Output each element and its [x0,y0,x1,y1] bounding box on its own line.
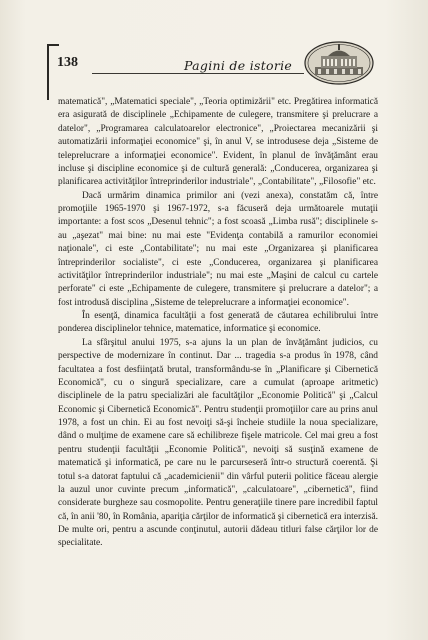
body-text [58,96,378,551]
header-rule [92,73,304,74]
paragraph-2: Dacă urmărim dinamica primilor ani (vezi anexa), constatăm că, între promoţiile 1965-1970 şi 1967-1972, s-a făcuseră deja următoarele mutaţii importante: a fost scos „Desenul tehnic"; a fost scoasă „Limba rusă"; disciplinele s-au „aşezat" mai bine: nu mai este "Evidenţa contabilă a ramurilor economiei naţionale", ci este „Contabilitate"; nu mai este „Organizarea şi planificarea întreprinderilor socialiste", ci este „Conducerea, organizarea şi planificarea activităţilor întreprinderilor industriale"; nu mai este „Maşini de calcul cu cartele perforate" ci este „Echipamente de culegere, transmitere şi prelucrare a datelor"; a fost introdusă disciplina „Sisteme de teleprelucrare a informaţiei economice". [58,190,378,308]
header-bracket [47,44,49,100]
building-emblem-icon [304,40,374,86]
paragraph-1: matematică", „Matematici speciale", „Teoria optimizării" etc. Pregătirea informatică era asigurată de disciplinele „Echipamente de culegere, transmitere şi prelucrare a datelor", „Programarea calculatoarelor electronice", „Proiectarea mecanizării şi automatizării informaţiei economice" şi, în anul V, se introdusese deja „Sisteme de teleprelucrare a informaţiei economice". Evident, în planul de învăţământ erau incluse şi discipline economice şi de cultură generală: „Conducerea, organizarea şi planificarea activităţilor întreprinderilor industriale", „Contabilitate", „Filosofie" etc. [58,97,378,188]
page-number: 138 [57,55,78,70]
running-title: Pagini de istorie [184,58,293,73]
paragraph-4: La sfârşitul anului 1975, s-a ajuns la un plan de învăţământ judicios, cu perspective de modernizare în continut. Dar ... tragedia s-a produs în 1978, când facultatea a fost desfiinţată brutal, transformându-se în „Planificare şi Cibernetică Economică", cu o singură specializare, care a cumulat (aproape aritmetic) disciplinele de la patru specializări ale facultăţilor „Economie Politică" şi „Calcul Economic şi Cibernetică Economică". Pentru studenţii promoţiilor care au prins anul 1978, a fost un chin. Ei au fost nevoiţi să-şi încheie studiile la noua specializare, dând o mulţime de examene care să echilibreze fişele matricole. Cel mai greu a fost pentru studenţii facultăţii „Economie Politică", nevoiţi să susţină examene de matematică şi informatică, pe care nu le parcurseseră într-o structură coerentă. Şi totul s-a datorat faptului că „academicienii" din vârful puterii politice făceau alergie la auzul unor cuvinte precum „informatică", „calculatoare", „cibernetică", fiind considerate burgheze sau cosmopolite. Pentru generaţiile tinere pare incredibil faptul că, în anii '80, în România, apariţia cărţilor de informatică şi cibernetică era interzisă. De multe ori, pentru a ascunde conţinutul, autorii dădeau titluri false cărţilor lor de specialitate. [58,337,378,549]
paragraph-3: În esenţă, dinamica facultăţii a fost generată de căutarea echilibrului între ponderea disciplinelor tehnice, matematice, informatice şi economice. [58,311,378,335]
